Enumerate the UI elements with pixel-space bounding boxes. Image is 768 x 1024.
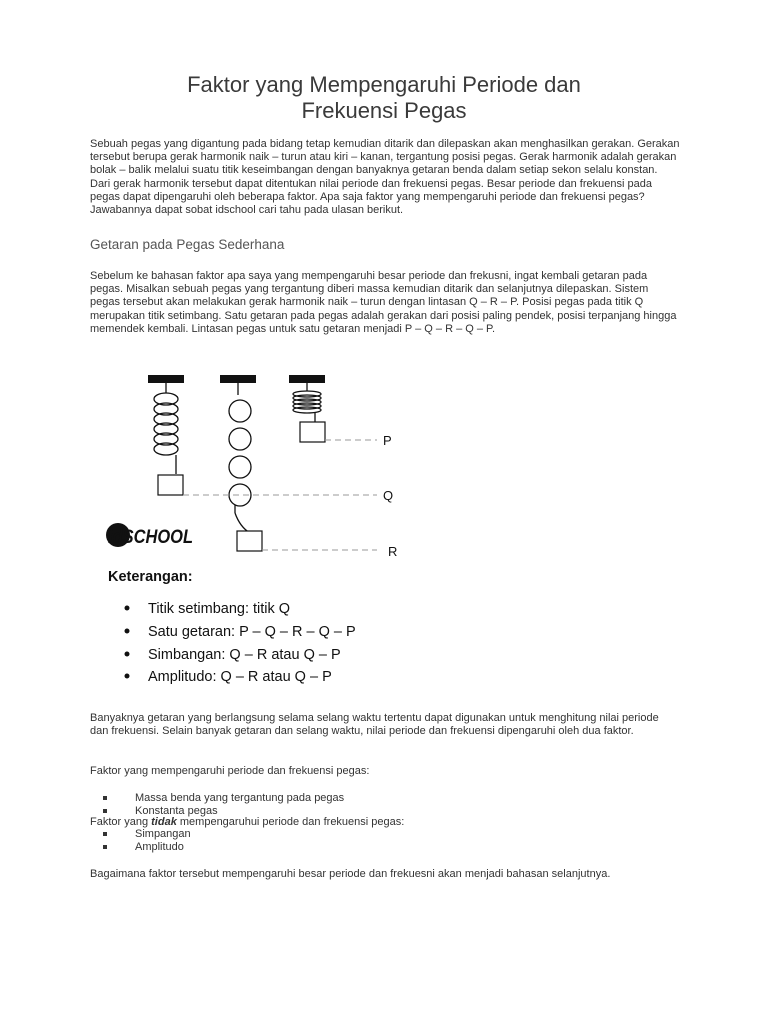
legend-bullet-2 [125, 629, 130, 634]
mass-3 [300, 422, 325, 442]
logo-text: idSCHOOL [108, 527, 193, 548]
idschool-logo [106, 523, 193, 548]
title-line-1: Faktor yang Mempengaruhi Periode dan [187, 72, 581, 97]
legend-bullet-3 [125, 652, 130, 657]
legend-item-2: Satu getaran: P – Q – R – Q – P [148, 624, 356, 640]
legend-title: Keterangan: [108, 569, 193, 585]
list-item: Massa benda yang tergantung pada pegas [90, 792, 680, 805]
nonfactors-prefix: Faktor yang [90, 816, 152, 828]
spring-figure [100, 365, 430, 690]
legend-item-1: Titik setimbang: titik Q [148, 601, 291, 617]
label-r: R [388, 544, 398, 559]
spring-2 [229, 383, 251, 533]
legend-bullet-4 [125, 674, 130, 679]
list-item: Simpangan [90, 828, 680, 841]
label-p: P [383, 433, 392, 448]
legend-item-3: Simbangan: Q – R atau Q – P [148, 647, 341, 663]
nonfactors-list [90, 828, 680, 853]
legend-bullet-1 [125, 606, 130, 611]
legend-item-4: Amplitudo: Q – R atau Q – P [148, 669, 332, 685]
after-figure-paragraph: Banyaknya getaran yang berlangsung selama selang waktu tertentu dapat digunakan untuk menghitung nilai periode dan frekuensi. Selain banyak getaran dan selang waktu, nilai periode dan frekuensi dipengaruhi oleh dua faktor. [90, 712, 659, 738]
list-item: Amplitudo [90, 841, 680, 854]
nonfactors-suffix: mempengaruhui periode dan frekuensi pegas: [176, 816, 405, 828]
closing-paragraph: Bagaimana faktor tersebut mempengaruhi besar periode dan frekuesni akan menjadi bahasan selanjutnya. [90, 868, 611, 880]
ceiling-bar-2 [220, 375, 256, 383]
nonfactors-intro [90, 816, 404, 829]
factors-intro: Faktor yang mempengaruhi periode dan frekuensi pegas: [90, 765, 370, 777]
spring-1 [154, 383, 178, 474]
factors-list [90, 792, 680, 817]
ceiling-bar-3 [289, 375, 325, 383]
label-q: Q [383, 488, 394, 503]
mass-1 [158, 475, 183, 495]
section-heading: Getaran pada Pegas Sederhana [90, 237, 285, 252]
mass-2 [237, 531, 262, 551]
nonfactors-emphasis: tidak [151, 816, 177, 828]
page-title [90, 72, 678, 124]
section-paragraph: Sebelum ke bahasan faktor apa saya yang mempengaruhi besar periode dan frekusni, ingat kembali getaran pada pegas. Misalkan sebuah pegas yang tergantung diberi massa kemudian ditarik dan selanjutnya dilepaskan. Sistem pegas tersebut akan melakukan gerak harmonik naik – turun dengan lintasan Q – R – P. Posisi pegas pada titik Q merupakan titik setimbang. Satu getaran pada pegas adalah gerakan dari posisi paling pendek, posisi terpanjang hingga memendek kembali. Lintasan pegas untuk satu getaran menjadi P – Q – R – Q – P. [90, 270, 677, 335]
intro-paragraph: Sebuah pegas yang digantung pada bidang tetap kemudian ditarik dan dilepaskan akan menghasilkan gerakan. Gerakan tersebut berupa gerak harmonik naik – turun atau kiri – kanan, tergantung posisi pegas. Gerak harmonik adalah gerakan bolak – balik melalui suatu titik keseimbangan dengan banyaknya getaran benda dalam setiap sekon selalu konstan. Dari gerak harmonik tersebut dapat ditentukan nilai periode dan frekuensi pegas. Besar periode dan frekuensi pada pegas dapat dipengaruhi oleh beberapa faktor. Apa saja faktor yang mempengaruhi periode dan frekuensi pegas? Jawabannya dapat sobat idschool cari tahu pada ulasan berikut. [90, 138, 680, 217]
ceiling-bar-1 [148, 375, 184, 383]
spring-3 [293, 383, 321, 422]
list-item: Konstanta pegas [90, 805, 680, 818]
title-line-2: Frekuensi Pegas [301, 98, 467, 123]
